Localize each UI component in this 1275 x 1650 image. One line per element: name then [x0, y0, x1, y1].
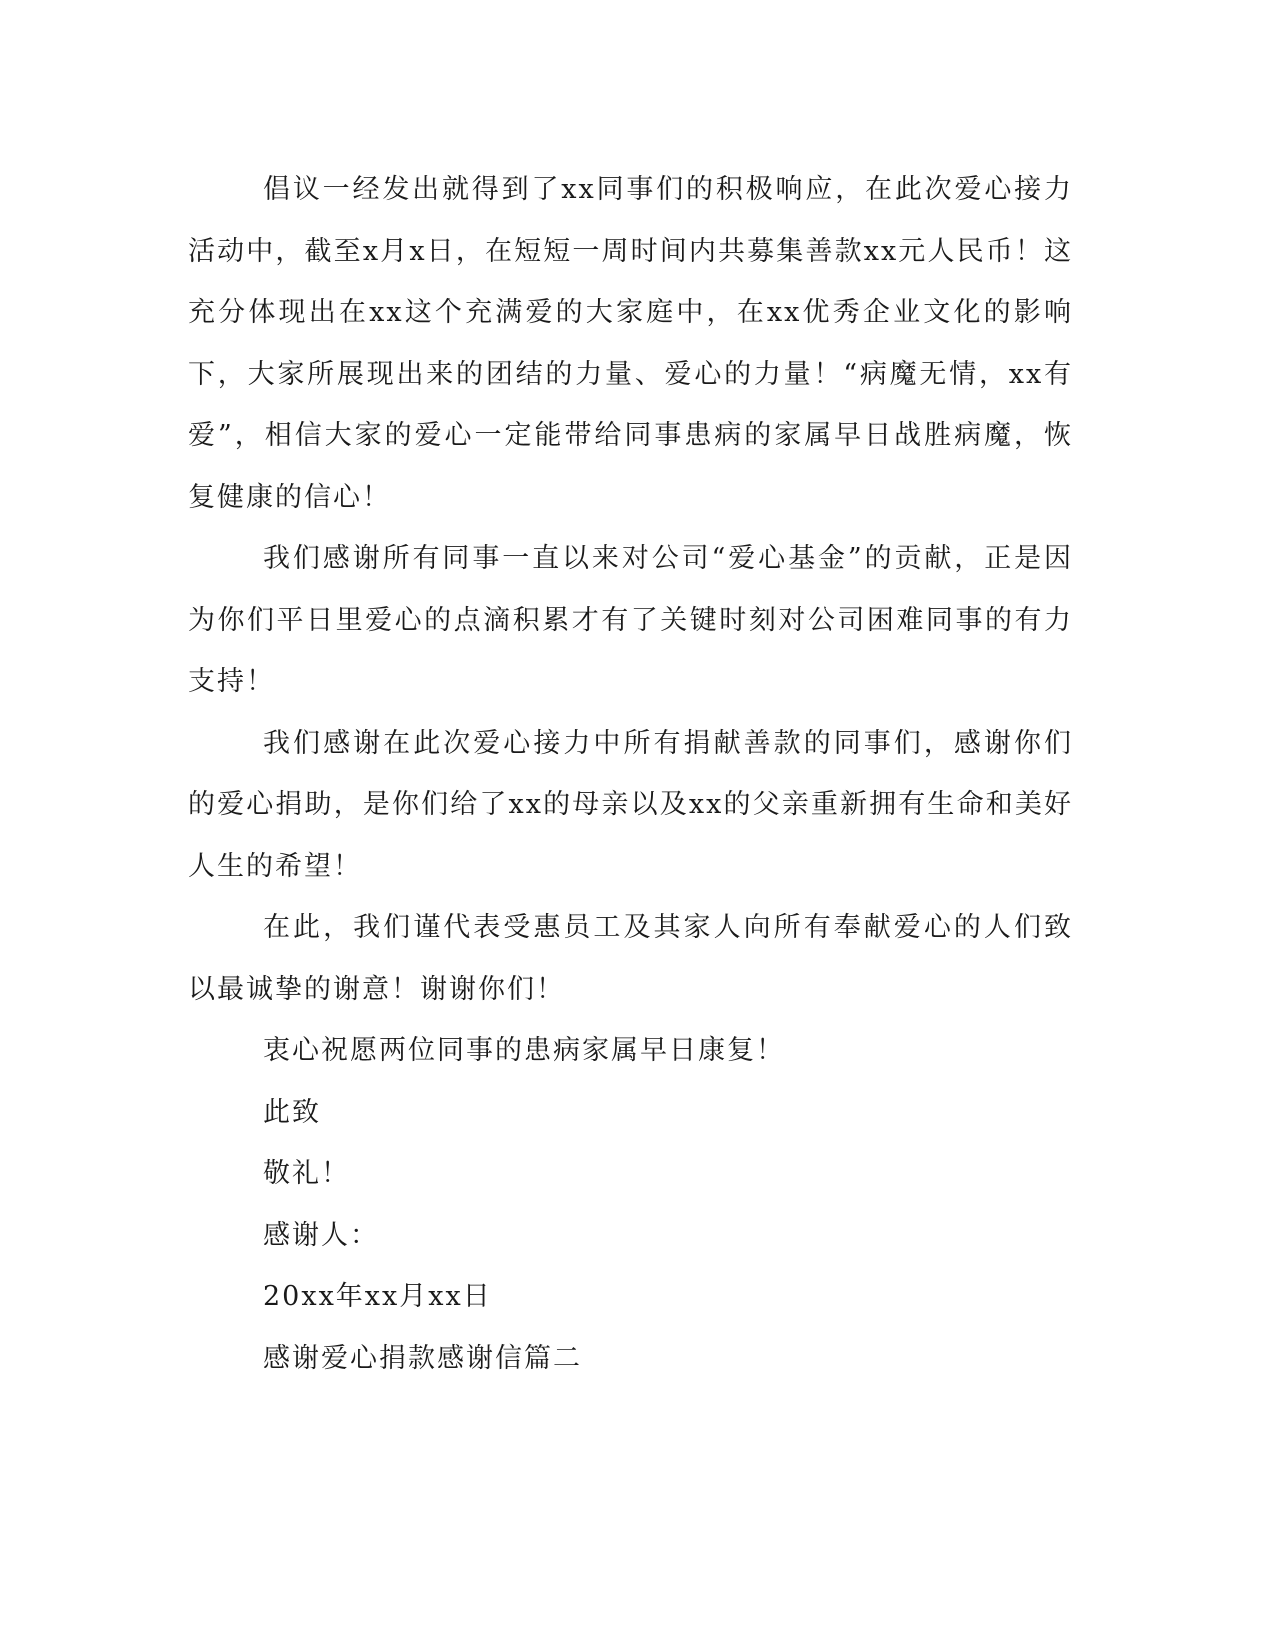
date-line: 20xx年xx月xx日	[263, 1281, 492, 1312]
paragraph-donation-response: 倡议一经发出就得到了xx同事们的积极响应，在此次爱心接力活动中，截至x月x日，在短短一周时间内共募集善款xx元人民币！这充分体现出在xx这个充满爱的大家庭中，在xx优秀企业文化的影响下，大家所展现出来的团结的力量、爱心的力量！“病魔无情，xx有爱”，相信大家的爱心一定能带给同事患病的家属早日战胜病魔，恢复健康的信心！	[188, 174, 1073, 513]
next-section-title: 感谢爱心捐款感谢信篇二	[263, 1342, 582, 1374]
signer-line: 感谢人：	[263, 1219, 379, 1251]
wish-line: 衷心祝愿两位同事的患病家属早日康复！	[263, 1035, 785, 1066]
closing-salutation: 此致	[263, 1096, 321, 1128]
paragraph-gratitude: 在此，我们谨代表受惠员工及其家人向所有奉献爱心的人们致以最诚挚的谢意！谢谢你们！	[188, 912, 1073, 1005]
closing-regards: 敬礼！	[263, 1158, 350, 1189]
letter-body	[188, 159, 1073, 1389]
paragraph-thanks-donors: 我们感谢在此次爱心接力中所有捐献善款的同事们，感谢你们的爱心捐助，是你们给了xx的母亲以及xx的父亲重新拥有生命和美好人生的希望！	[188, 727, 1073, 882]
paragraph-thanks-fund: 我们感谢所有同事一直以来对公司“爱心基金”的贡献，正是因为你们平日里爱心的点滴积累才有了关键时刻对公司困难同事的有力支持！	[188, 543, 1073, 697]
